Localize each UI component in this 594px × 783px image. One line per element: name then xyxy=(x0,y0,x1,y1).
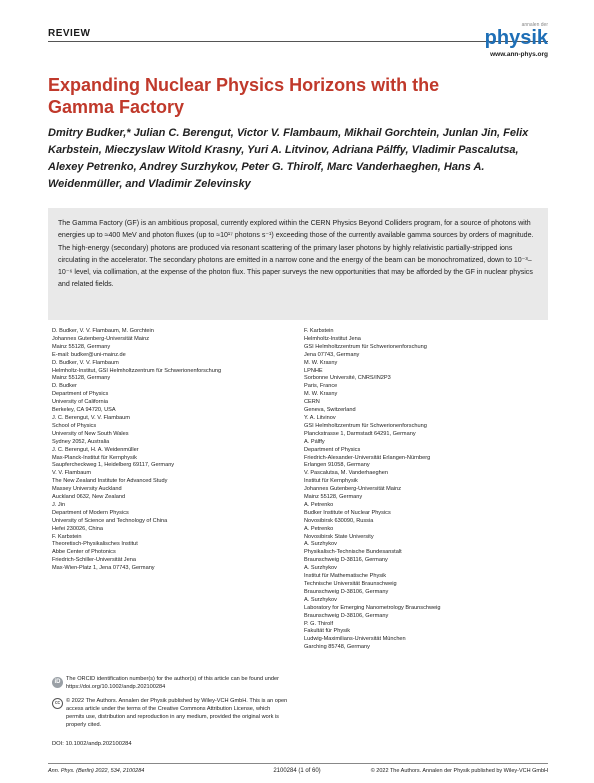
affiliation-block xyxy=(52,383,292,415)
section-label: REVIEW xyxy=(48,28,91,39)
affiliation-block xyxy=(304,597,544,621)
affiliation-block xyxy=(52,470,292,502)
affiliation-block xyxy=(304,526,544,542)
journal-website-link[interactable]: www.ann-phys.org xyxy=(490,51,548,58)
affiliation-block xyxy=(304,360,544,392)
footer-divider xyxy=(48,763,548,764)
affiliation-block xyxy=(52,502,292,534)
affiliation-line: LPNHE xyxy=(304,367,323,374)
affiliation-line: Department of Physics xyxy=(304,446,361,453)
affiliation-line: Mainz 55128, Germany xyxy=(304,494,363,501)
affiliation-block xyxy=(304,621,544,653)
affiliation-authors: A. Surzhykov xyxy=(304,596,337,603)
affiliation-block xyxy=(304,470,544,502)
doi-link[interactable]: DOI: 10.1002/andp.202100284 xyxy=(52,741,132,747)
author-list: Dmitry Budker,* Julian C. Berengut, Victor V. Flambaum, Mikhail Gorchtein, Junlan Jin, Felix Karbstein, Mieczyslaw Witold Krasny, Yuri A. Litvinov, Adriana Pálffy, Vladimir Pascalutsa, Alexey Petrenko, Andrey Surzhykov, Peter G. Thirolf, Marc Vanderhaeghen, Hans A. Weidenmüller, and Vladimir Zelevinsky xyxy=(48,127,529,190)
affiliation-line: University of New South Wales xyxy=(52,430,129,437)
orcid-note[interactable]: The ORCID identification number(s) for the author(s) of this article can be found under https://doi.org/10.1002/andp.202100284 xyxy=(66,676,279,690)
affiliation-authors: D. Budker, V. V. Flambaum, M. Gorchtein xyxy=(52,328,154,334)
affiliation-block xyxy=(304,502,544,526)
affiliation-block xyxy=(52,328,292,360)
affiliation-line: Jena 07743, Germany xyxy=(304,351,360,358)
affiliation-block xyxy=(304,391,544,415)
affiliation-line: Helmholtz-Institut, GSI Helmholtzzentrum für Schwerionenforschung xyxy=(52,367,222,374)
affiliations-right-column xyxy=(304,328,544,652)
affiliation-line: Novosibirsk State University xyxy=(304,533,374,540)
affiliation-authors: M. W. Krasny xyxy=(304,359,338,366)
affiliation-line: The New Zealand Institute for Advanced Study xyxy=(52,478,168,485)
affiliation-line: School of Physics xyxy=(52,422,97,429)
affiliations-left-column xyxy=(52,328,292,573)
affiliation-line: Institut für Kernphysik xyxy=(304,478,358,485)
affiliation-authors: A. Surzhykov xyxy=(304,565,337,572)
affiliation-line: Friedrich-Schiller-Universität Jena xyxy=(52,557,136,564)
affiliation-line: Garching 85748, Germany xyxy=(304,644,370,651)
affiliation-block xyxy=(52,534,292,574)
affiliation-block xyxy=(52,360,292,384)
affiliation-authors: A. Surzhykov xyxy=(304,541,337,548)
affiliation-line: Max-Wien-Platz 1, Jena 07743, Germany xyxy=(52,565,155,572)
logo-main-text: physik xyxy=(484,27,548,49)
affiliation-line: Max-Planck-Institut für Kernphysik xyxy=(52,454,137,461)
affiliation-line: Novosibirsk 630090, Russia xyxy=(304,517,374,524)
license-note: © 2022 The Authors. Annalen der Physik published by Wiley-VCH GmbH. This is an open access article under the terms of the Creative Commons Attribution License, which permits use, distribution and reproduction in any medium, provided the original work is properly cited. xyxy=(66,698,288,728)
affiliation-authors: M. W. Krasny xyxy=(304,391,338,398)
affiliation-line: Helmholtz-Institut Jena xyxy=(304,335,361,342)
affiliation-line: Saupfercheckweg 1, Heidelberg 69117, Germany xyxy=(52,462,175,469)
affiliation-authors: A. Pálffy xyxy=(304,438,325,445)
affiliation-line: Paris, France xyxy=(304,383,338,390)
affiliation-line: Erlangen 91058, Germany xyxy=(304,462,370,469)
affiliation-line: University of California xyxy=(52,399,108,406)
abstract-text: The Gamma Factory (GF) is an ambitious proposal, currently explored within the CERN Physics Beyond Colliders program, for a source of photons with energies up to ≈400 MeV and photon fluxes (up to ≈10¹⁷ photons s⁻¹) exceeding those of the currently available gamma sources by orders of magnitude. The high-energy (secondary) photons are produced via resonant scattering of the primary laser photons by highly relativistic partially-stripped ions circulating in the accelerator. The secondary photons are emitted in a narrow cone and the energy of the beam can be monochromatized, down to 10⁻³–10⁻⁶ level, via collimation, at the expense of the photon flux. This paper surveys the new opportunities that may be afforded by the GF in nuclear physics and related fields. xyxy=(58,220,534,289)
affiliation-authors: Y. A. Litvinov xyxy=(304,414,336,421)
affiliation-line: Massey University Auckland xyxy=(52,486,122,493)
affiliation-authors: J. C. Berengut, V. V. Flambaum xyxy=(52,414,130,421)
affiliation-line: Braunschweig D-38106, Germany xyxy=(304,612,389,619)
affiliation-line: Braunschweig D-38116, Germany xyxy=(304,557,388,564)
affiliation-authors: D. Budker, V. V. Flambaum xyxy=(52,359,119,366)
affiliation-authors: V. Pascalutsa, M. Vanderhaeghen xyxy=(304,470,388,477)
affiliation-authors: F. Karbstein xyxy=(304,328,334,334)
affiliation-block xyxy=(304,328,544,360)
affiliation-line: Technische Universität Braunschweig xyxy=(304,581,397,587)
affiliation-line: Laboratory for Emerging Nanometrology Braunschweig xyxy=(304,604,441,611)
affiliation-line: Ludwig-Maximilians-Universität München xyxy=(304,636,406,643)
affiliation-block xyxy=(304,541,544,565)
affiliation-authors: A. Petrenko xyxy=(304,501,334,508)
affiliation-block xyxy=(52,415,292,447)
affiliation-line: Berkeley, CA 94720, USA xyxy=(52,407,116,414)
affiliation-line: Sydney 2052, Australia xyxy=(52,438,110,445)
affiliation-block xyxy=(304,415,544,439)
affiliation-line: Theoretisch-Physikalisches Institut xyxy=(52,541,138,548)
affiliation-authors: J. Jin xyxy=(52,501,66,508)
affiliation-line: Fakultät für Physik xyxy=(304,628,351,635)
affiliation-line: Abbe Center of Photonics xyxy=(52,549,116,556)
orcid-icon[interactable]: iD xyxy=(52,677,63,688)
affiliation-line: Department of Physics xyxy=(52,391,109,398)
affiliation-authors: P. G. Thirolf xyxy=(304,620,334,627)
affiliation-line: University of Science and Technology of China xyxy=(52,517,168,524)
journal-logo[interactable] xyxy=(485,22,548,48)
footer-citation: Ann. Phys. (Berlin) 2022, 534, 2100284 xyxy=(48,768,145,774)
footer-page-number: 2100284 (1 of 60) xyxy=(273,768,321,774)
affiliation-line: GSI Helmholtzzentrum für Schwerionenforschung xyxy=(304,343,427,350)
affiliation-line: Institut für Mathematische Physik xyxy=(304,573,387,580)
affiliation-line: Mainz 55128, Germany xyxy=(52,343,111,350)
article-title: Expanding Nuclear Physics Horizons with the Gamma Factory xyxy=(48,75,440,117)
affiliation-authors: F. Karbstein xyxy=(52,533,82,540)
affiliation-authors: A. Petrenko xyxy=(304,525,334,532)
affiliation-line: Braunschweig D-38106, Germany xyxy=(304,588,389,595)
affiliation-line: E-mail: budker@uni-mainz.de xyxy=(52,351,126,358)
affiliation-line: CERN xyxy=(304,399,320,406)
affiliation-block xyxy=(52,447,292,471)
affiliation-line: Budker Institute of Nuclear Physics xyxy=(304,509,391,516)
affiliation-line: GSI Helmholtzzentrum für Schwerionenforschung xyxy=(304,422,427,429)
affiliation-line: Hefei 230026, China xyxy=(52,525,104,532)
affiliation-block xyxy=(304,439,544,471)
affiliation-authors: V. V. Flambaum xyxy=(52,470,92,477)
affiliation-block xyxy=(304,565,544,597)
affiliation-line: Friedrich-Alexander-Universität Erlangen-Nürnberg xyxy=(304,454,431,461)
affiliation-line: Johannes Gutenberg-Universität Mainz xyxy=(52,335,150,342)
affiliation-line: Planckstrasse 1, Darmstadt 64291, Germany xyxy=(304,430,416,437)
affiliation-line: Mainz 55128, Germany xyxy=(52,375,111,382)
creative-commons-icon: cc xyxy=(52,698,63,709)
logo-small-text: annalen der xyxy=(521,22,548,28)
affiliation-line: Department of Modern Physics xyxy=(52,509,129,516)
affiliation-line: Sorbonne Université, CNRS/IN2P3 xyxy=(304,375,391,382)
affiliation-line: Physikalisch-Technische Bundesanstalt xyxy=(304,549,402,556)
affiliation-authors: J. C. Berengut, H. A. Weidenmüller xyxy=(52,446,139,453)
header-divider xyxy=(48,41,548,42)
affiliation-line: Geneva, Switzerland xyxy=(304,407,356,414)
footer-copyright: © 2022 The Authors. Annalen der Physik published by Wiley-VCH GmbH xyxy=(370,768,548,774)
affiliation-line: Johannes Gutenberg-Universität Mainz xyxy=(304,486,402,493)
affiliation-line: Auckland 0632, New Zealand xyxy=(52,494,126,501)
affiliation-authors: D. Budker xyxy=(52,383,77,390)
